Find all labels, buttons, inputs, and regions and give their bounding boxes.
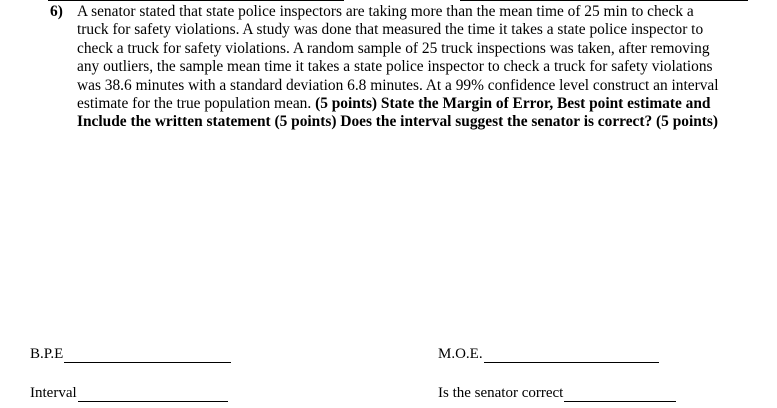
top-rule-left xyxy=(48,0,344,1)
senator-answer-blank[interactable] xyxy=(564,386,676,402)
senator-label: Is the senator correct xyxy=(438,385,564,401)
bpe-row xyxy=(30,345,231,363)
senator-row xyxy=(438,384,676,402)
interval-label: Interval xyxy=(30,385,77,401)
interval-answer-blank[interactable] xyxy=(78,386,228,402)
question-line-6-bold: (5 points) State the Margin of Error, Best point estimate and xyxy=(315,95,711,113)
question-line-3: check a truck for safety violations. A random sample of 25 truck inspections was taken, after removing xyxy=(77,39,710,57)
question-line-4: any outliers, the sample mean time it takes a state police inspector to check a truck for safety violations xyxy=(77,58,713,76)
question-line-6-plain: estimate for the true population mean. xyxy=(77,95,316,113)
question-number: 6) xyxy=(50,3,63,20)
bpe-answer-blank[interactable] xyxy=(64,347,231,363)
question-line-2: truck for safety violations. A study was done that measured the time it takes a state police inspector to xyxy=(77,21,704,39)
top-rule-right xyxy=(460,0,748,1)
interval-row xyxy=(30,384,228,402)
question-line-7 xyxy=(77,113,755,131)
question-line-1: A senator stated that state police inspectors are taking more than the mean time of 25 min to check a xyxy=(77,3,694,20)
question-line-6 xyxy=(77,95,755,113)
question-text xyxy=(77,3,755,132)
moe-answer-blank[interactable] xyxy=(484,347,659,363)
question-line-7-bold: Include the written statement (5 points) Does the interval suggest the senator is correct? (5 points) xyxy=(77,113,719,131)
bpe-label: B.P.E xyxy=(30,346,64,362)
moe-label: M.O.E. xyxy=(438,346,483,362)
question-line-5: was 38.6 minutes with a standard deviation 6.8 minutes. At a 99% confidence level construct an interval xyxy=(77,76,719,94)
moe-row xyxy=(438,345,659,363)
question-block xyxy=(50,3,755,132)
